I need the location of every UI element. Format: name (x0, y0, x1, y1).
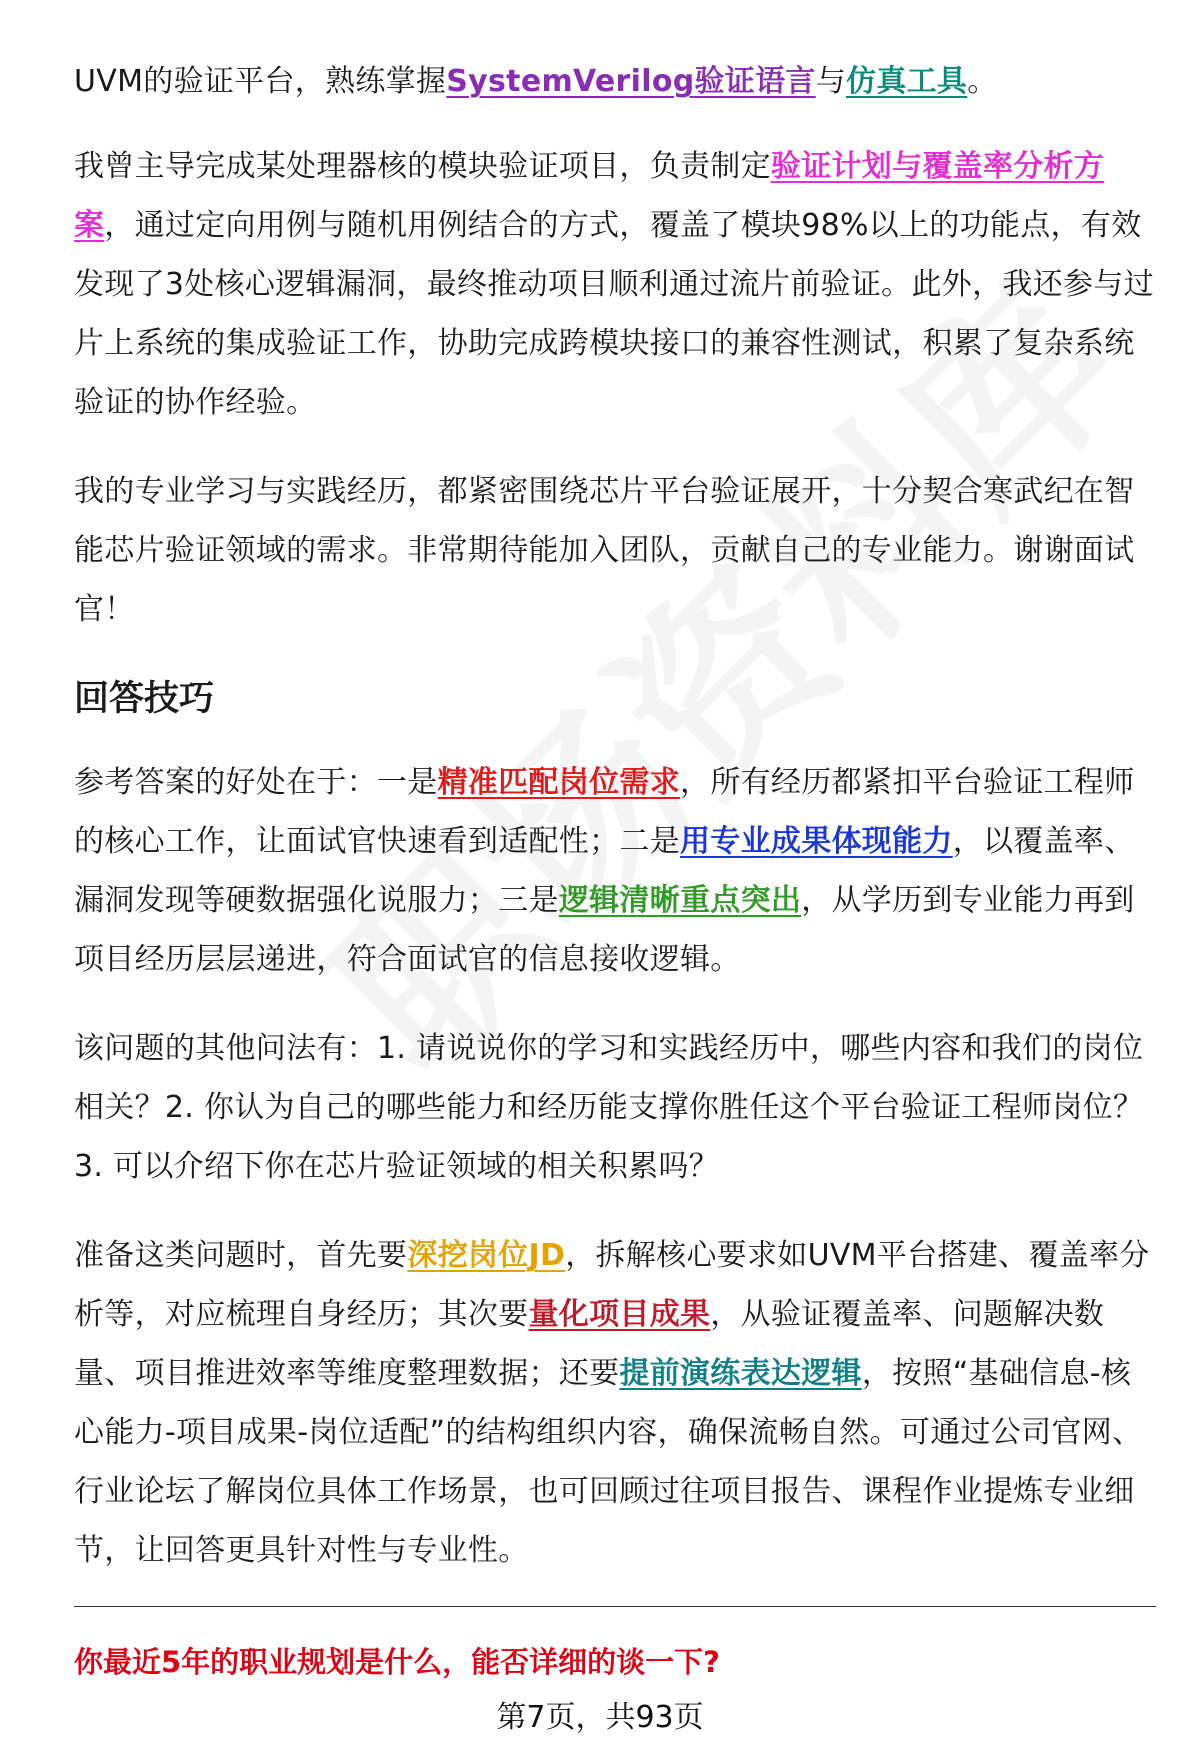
next-question-heading: 你最近5年的职业规划是什么，能否详细的谈一下? (74, 1645, 721, 1679)
page-number: 第7页，共93页 (496, 1700, 704, 1735)
text-run: ，通过定向用例与随机用例结合的方式，覆盖了模块98%以上的功能点，有效发现了3处核心逻辑漏洞，最终推动项目顺利通过流片前验证。此外，我还参与过片上系统的集成验证工作，协助完成跨模块接口的兼容性测试，积累了复杂系统验证的协作经验。 (74, 208, 1154, 420)
text-run: ，拆解核心要求如UVM平台搭建、覆盖率分析等，对应梳理自身经历；其次要 (74, 1238, 1150, 1332)
text-run: 参考答案的好处在于：一是 (74, 765, 438, 800)
intro-paragraph-1 (74, 52, 1154, 111)
document-body (74, 52, 1154, 1610)
text-run: 。 (967, 64, 998, 99)
divider (74, 1606, 1156, 1607)
highlight-quantify-results: 量化项目成果 (528, 1297, 711, 1332)
tips-paragraph-3 (74, 1226, 1154, 1580)
text-run: ，从学历到专业能力再到项目经历层层递进，符合面试官的信息接收逻辑。 (74, 883, 1135, 977)
highlight-systemverilog: SystemVerilog验证语言 (446, 64, 816, 99)
text-run: 与 (815, 64, 847, 99)
tips-paragraph-2: 该问题的其他问法有：1. 请说说你的学习和实践经历中，哪些内容和我们的岗位相关？2. 你认为自己的哪些能力和经历能支撑你胜任这个平台验证工程师岗位？3. 可以介绍下你在芯片验证领域的相关积累吗？ (74, 1031, 1144, 1184)
highlight-clear-logic: 逻辑清晰重点突出 (558, 883, 802, 918)
highlight-verification-plan: 验证计划与覆盖率分析方案 (74, 149, 1105, 243)
text-run: ，以覆盖率、漏洞发现等硬数据强化说服力；三是 (74, 824, 1135, 918)
intro-paragraph-3: 我的专业学习与实践经历，都紧密围绕芯片平台验证展开，十分契合寒武纪在智能芯片验证领域的需求。非常期待能加入团队，贡献自己的专业能力。谢谢面试官！ (74, 474, 1135, 627)
text-run: 准备这类问题时，首先要 (74, 1238, 408, 1273)
text-run: ，按照“基础信息-核心能力-项目成果-岗位适配”的结构组织内容，确保流畅自然。可通过公司官网、行业论坛了解岗位具体工作场景，也可回顾过往项目报告、课程作业提炼专业细节，让回答更具针对性与专业性。 (74, 1356, 1143, 1568)
highlight-rehearse-logic: 提前演练表达逻辑 (619, 1356, 862, 1391)
highlight-simulation-tools: 仿真工具 (846, 64, 968, 99)
text-run: ，从验证覆盖率、问题解决数量、项目推进效率等维度整理数据；还要 (74, 1297, 1105, 1391)
highlight-match-requirements: 精准匹配岗位需求 (437, 765, 681, 800)
highlight-show-ability: 用专业成果体现能力 (680, 824, 953, 859)
text-run: UVM的验证平台，熟练掌握 (74, 64, 447, 99)
tips-paragraph-1 (74, 753, 1154, 989)
section-heading-tips: 回答技巧 (74, 679, 215, 719)
highlight-dig-jd: 深挖岗位JD (407, 1238, 566, 1273)
text-run: ，所有经历都紧扣平台验证工程师的核心工作，让面试官快速看到适配性；二是 (74, 765, 1135, 859)
intro-paragraph-2 (74, 137, 1154, 432)
text-run: 我曾主导完成某处理器核的模块验证项目，负责制定 (74, 149, 771, 184)
